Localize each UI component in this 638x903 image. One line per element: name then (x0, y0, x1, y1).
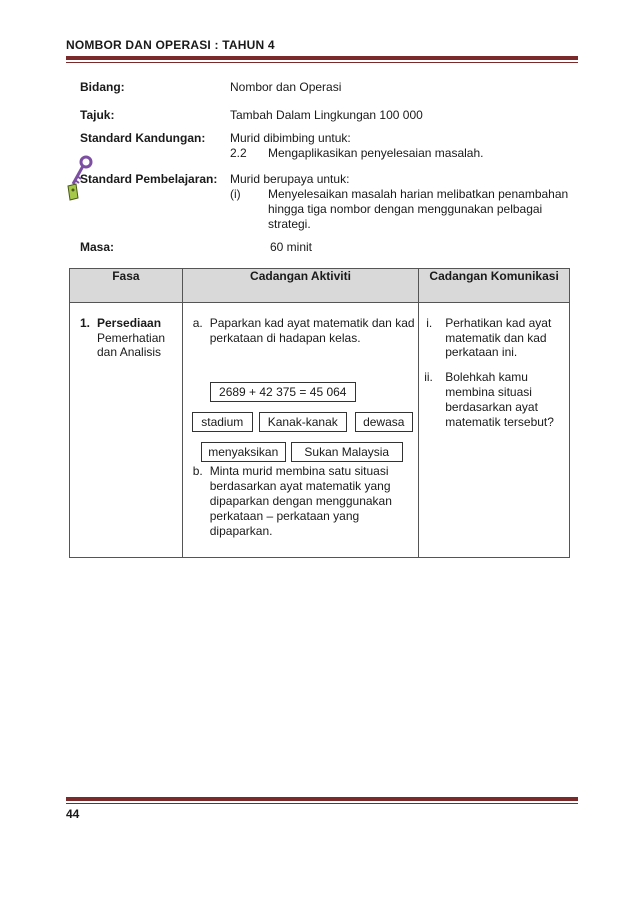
komunikasi-i-line1: Perhatikan kad ayat (445, 316, 552, 330)
komunikasi-i-marker: i. (426, 316, 433, 330)
footer-rule-thin (66, 803, 578, 804)
komunikasi-i-line3: perkataan ini. (445, 345, 518, 359)
masa-value: 60 minit (270, 240, 313, 254)
fasa-number: 1. (80, 316, 91, 330)
standard-kandungan-intro: Murid dibimbing untuk: (230, 131, 351, 145)
standard-pembelajaran-number: (i) (230, 187, 241, 201)
aktiviti-a-line2: perkataan di hadapan kelas. (209, 331, 361, 345)
footer-rule (66, 797, 578, 801)
bidang-label: Bidang: (80, 80, 125, 94)
masa-label: Masa: (80, 240, 115, 254)
header-cadangan-aktiviti: Cadangan Aktiviti (182, 269, 418, 303)
aktiviti-b-line5: dipaparkan. (209, 524, 273, 538)
page-number: 44 (66, 807, 80, 821)
aktiviti-b-marker: b. (192, 464, 203, 478)
aktiviti-b-line1: Minta murid membina satu situasi (209, 464, 389, 478)
header-rule (66, 56, 578, 60)
card-equation: 2689 + 42 375 = 45 064 (210, 382, 356, 402)
fasa-line1: Pemerhatian (97, 331, 166, 345)
aktiviti-b-line2: berdasarkan ayat matematik yang (209, 479, 391, 493)
komunikasi-ii-line2: membina situasi (445, 385, 532, 399)
standard-pembelajaran-label: Standard Pembelajaran: (80, 172, 218, 186)
activity-table (69, 268, 570, 558)
komunikasi-ii-line3: berdasarkan ayat (445, 400, 538, 414)
card-kanak-kanak: Kanak-kanak (259, 412, 347, 432)
standard-kandungan-text: Mengaplikasikan penyelesaian masalah. (268, 146, 484, 160)
aktiviti-b-line3: dipaparkan dengan menggunakan (209, 494, 392, 508)
standard-pembelajaran-intro: Murid berupaya untuk: (230, 172, 350, 186)
komunikasi-ii-line4: matematik tersebut? (445, 415, 554, 429)
komunikasi-ii-marker: ii. (424, 370, 433, 384)
fasa-cell (70, 303, 183, 558)
aktiviti-a-marker: a. (192, 316, 203, 330)
card-sukan-malaysia: Sukan Malaysia (291, 442, 403, 462)
card-menyaksikan: menyaksikan (201, 442, 286, 462)
komunikasi-ii-line1: Bolehkah kamu (445, 370, 528, 384)
header-cadangan-komunikasi: Cadangan Komunikasi (419, 269, 570, 303)
header-title: NOMBOR DAN OPERASI : TAHUN 4 (66, 38, 275, 52)
standard-kandungan-label: Standard Kandungan: (80, 131, 206, 145)
fasa-line2: dan Analisis (97, 345, 162, 359)
standard-pembelajaran-line1: Menyelesaikan masalah harian melibatkan penambahan (268, 187, 569, 201)
header-rule-thin (66, 62, 578, 63)
card-dewasa: dewasa (355, 412, 413, 432)
fasa-title: Persediaan (97, 316, 162, 330)
aktiviti-cell (182, 303, 418, 558)
komunikasi-i-line2: matematik dan kad (445, 331, 547, 345)
standard-kandungan-number: 2.2 (230, 146, 247, 160)
header-fasa: Fasa (70, 269, 183, 303)
standard-pembelajaran-line2: hingga tiga nombor dengan menggunakan pelbagai (268, 202, 543, 216)
card-stadium: stadium (192, 412, 253, 432)
aktiviti-b-line4: perkataan – perkataan yang (209, 509, 360, 523)
tajuk-label: Tajuk: (80, 108, 115, 122)
tajuk-value: Tambah Dalam Lingkungan 100 000 (230, 108, 423, 122)
standard-pembelajaran-line3: strategi. (268, 217, 311, 231)
aktiviti-a-line1: Paparkan kad ayat matematik dan kad (209, 316, 415, 330)
komunikasi-cell (419, 303, 570, 558)
bidang-value: Nombor dan Operasi (230, 80, 342, 94)
